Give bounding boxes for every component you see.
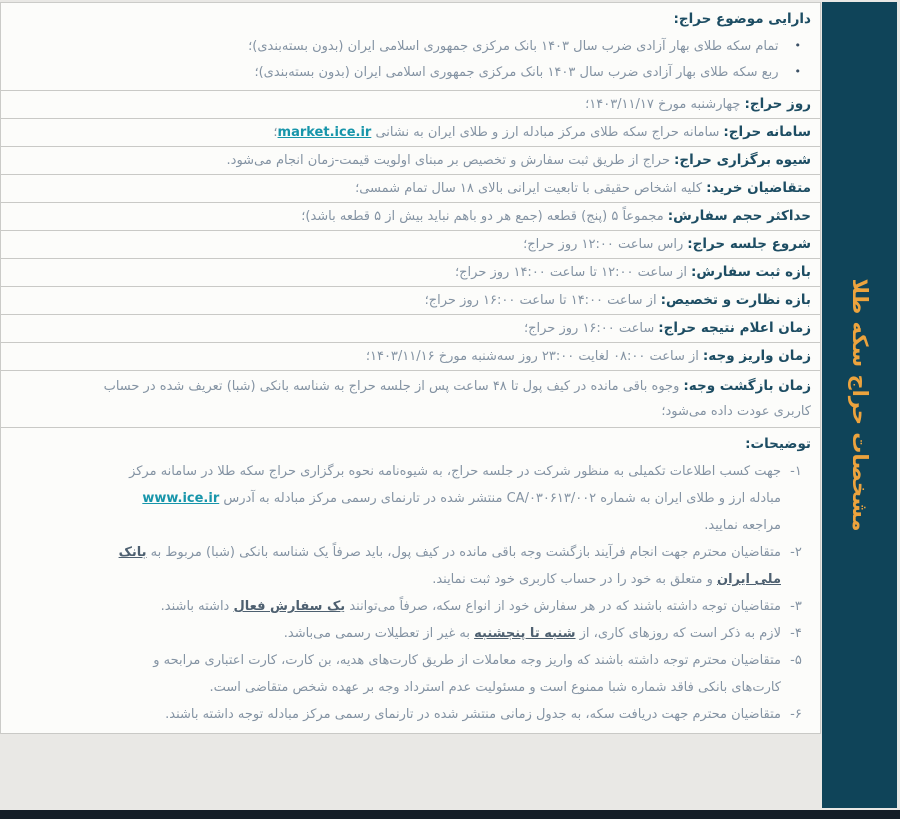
row-label: بازه نظارت و تخصیص: — [660, 292, 811, 308]
note-number: ۶- — [790, 707, 802, 722]
row-value: چهارشنبه مورخ ۱۴۰۳/۱۱/۱۷؛ — [585, 97, 741, 112]
note-1-pre: جهت کسب اطلاعات تکمیلی به منظور شرکت در جلسه حراج، به شیوه‌نامه نحوه برگزاری حراج سکه طلا در سامانه مرکز مبادله ارز و طلای ایران به شماره — [129, 464, 781, 506]
row-value: راس ساعت ۱۲:۰۰ روز حراج؛ — [523, 237, 684, 252]
note-1-post: مراجعه نمایید. — [704, 518, 781, 533]
row-auction-asset — [1, 3, 820, 91]
single-active-order-emphasis: یک سفارش فعال — [233, 599, 346, 614]
note-4-post: به غیر از تعطیلات رسمی می‌باشد. — [283, 626, 475, 641]
notes-section — [1, 428, 820, 734]
row-auction-method — [1, 147, 820, 175]
note-3-pre: متقاضیان توجه داشته باشند که در هر سفارش خود از انواع سکه، صرفاً می‌توانند — [345, 599, 781, 614]
note-3-post: داشته باشند. — [160, 599, 234, 614]
bank-melli-emphasis: بانک ملی ایران — [118, 545, 781, 587]
circular-number: CA/۰۳۰۶۱۳/۰۰۲ — [506, 491, 597, 506]
note-item-2 — [96, 539, 811, 593]
note-text — [96, 539, 781, 593]
note-text: متقاضیان محترم جهت دریافت سکه، به جدول زمانی منتشر شده در تارنمای رسمی مرکز مبادله توجه داشته باشند. — [165, 707, 781, 722]
note-number: ۴- — [790, 626, 802, 641]
row-value-post: ؛ — [273, 125, 278, 140]
row-value: وجوه باقی مانده در کیف پول تا ۴۸ ساعت پس از جلسه حراج به شناسه بانکی (شبا) تعریف شده در حساب کاربری عودت داده می‌شود؛ — [103, 379, 811, 419]
note-item-6 — [96, 701, 811, 728]
note-item-3 — [96, 593, 811, 620]
note-number: ۵- — [790, 653, 802, 668]
note-item-5 — [96, 647, 811, 701]
bullet-icon: • — [794, 39, 801, 52]
note-text: متقاضیان محترم توجه داشته باشند که واریز وجه معاملات از طریق کارت‌های هدیه، بن کارت، کارت اعتباری مرابحه و کارت‌های بانکی فاقد شماره شبا ممنوع است و مسئولیت عدم استرداد وجه بر عهده شخص متقاضی است. — [153, 653, 781, 695]
row-auction-day — [1, 91, 820, 119]
row-label: شروع جلسه حراج: — [687, 236, 811, 252]
note-item-1 — [96, 458, 811, 539]
row-value: کلیه اشخاص حقیقی با تابعیت ایرانی بالای ۱۸ سال تمام شمسی؛ — [355, 181, 703, 196]
row-session-start — [1, 231, 820, 259]
www-ice-ir-link[interactable]: www.ice.ir — [142, 491, 220, 506]
note-4-pre: لازم به ذکر است که روزهای کاری، از — [575, 626, 781, 641]
row-deposit-time — [1, 343, 820, 371]
note-2-pre: متقاضیان محترم جهت انجام فرآیند بازگشت وجه باقی مانده در کیف پول، باید صرفاً یک شناسه بانکی (شبا) مربوط به — [146, 545, 781, 560]
note-number: ۲- — [790, 545, 802, 560]
note-1-mid: منتشر شده در تارنمای رسمی مرکز مبادله به آدرس — [219, 491, 507, 506]
spec-table — [0, 2, 821, 734]
row-auction-system — [1, 119, 820, 147]
note-text — [96, 620, 781, 647]
row-value: مجموعاً ۵ (پنج) قطعه (جمع هر دو باهم نباید بیش از ۵ قطعه باشد)؛ — [301, 209, 664, 224]
row-results-time — [1, 315, 820, 343]
row-value-pre: سامانه حراج سکه طلای مرکز مبادله ارز و طلای ایران به نشانی — [371, 125, 720, 140]
row-label-auction-asset: دارایی موضوع حراج: — [673, 11, 811, 27]
row-value: از ساعت ۱۲:۰۰ تا ساعت ۱۴:۰۰ روز حراج؛ — [455, 265, 687, 280]
working-days-emphasis: شنبه تا پنجشنبه — [474, 626, 576, 641]
note-number: ۳- — [790, 599, 802, 614]
asset-bullet-2 — [96, 59, 811, 85]
asset-bullet-1-text: تمام سکه طلای بهار آزادی ضرب سال ۱۴۰۳ بانک مرکزی جمهوری اسلامی ایران (بدون بسته‌بندی)؛ — [248, 39, 779, 54]
row-label: متقاضیان خرید: — [706, 180, 811, 196]
row-value: از ساعت ۱۴:۰۰ تا ساعت ۱۶:۰۰ روز حراج؛ — [424, 293, 657, 308]
note-text — [96, 458, 781, 539]
notes-heading: توضیحات: — [745, 436, 811, 452]
row-label: روز حراج: — [744, 96, 811, 112]
row-max-order-volume — [1, 203, 820, 231]
row-value: از ساعت ۰۸:۰۰ لغایت ۲۳:۰۰ روز سه‌شنبه مورخ ۱۴۰۳/۱۱/۱۶؛ — [365, 349, 699, 364]
row-label: حداکثر حجم سفارش: — [667, 208, 811, 224]
note-text — [96, 593, 781, 620]
sidebar-title: مشخصات حراج سکه طلا — [847, 278, 872, 532]
row-value: ساعت ۱۶:۰۰ روز حراج؛ — [524, 321, 655, 336]
row-allocation-window — [1, 287, 820, 315]
row-refund-time — [1, 371, 820, 428]
row-order-window — [1, 259, 820, 287]
row-label: زمان اعلام نتیجه حراج: — [658, 320, 811, 336]
bullet-icon: • — [794, 65, 801, 78]
note-number: ۱- — [790, 464, 802, 479]
row-label: شیوه برگزاری حراج: — [674, 152, 811, 168]
row-label: سامانه حراج: — [723, 124, 811, 140]
note-2-post: و متعلق به خود را در حساب کاربری خود ثبت نمایند. — [432, 572, 717, 587]
asset-bullet-1 — [96, 33, 811, 59]
sidebar — [822, 2, 897, 808]
row-eligible-buyers — [1, 175, 820, 203]
asset-bullet-2-text: ربع سکه طلای بهار آزادی ضرب سال ۱۴۰۳ بانک مرکزی جمهوری اسلامی ایران (بدون بسته‌بندی)؛ — [254, 65, 779, 80]
row-label: زمان بازگشت وجه: — [683, 378, 811, 394]
row-value: حراج از طریق ثبت سفارش و تخصیص بر مبنای اولویت قیمت-زمان انجام می‌شود. — [226, 153, 670, 168]
market-ice-ir-link[interactable]: market.ice.ir — [277, 125, 372, 140]
bottom-bar — [0, 810, 900, 819]
row-label: زمان واریز وجه: — [702, 348, 811, 364]
note-item-4 — [96, 620, 811, 647]
row-label: بازه ثبت سفارش: — [690, 264, 811, 280]
